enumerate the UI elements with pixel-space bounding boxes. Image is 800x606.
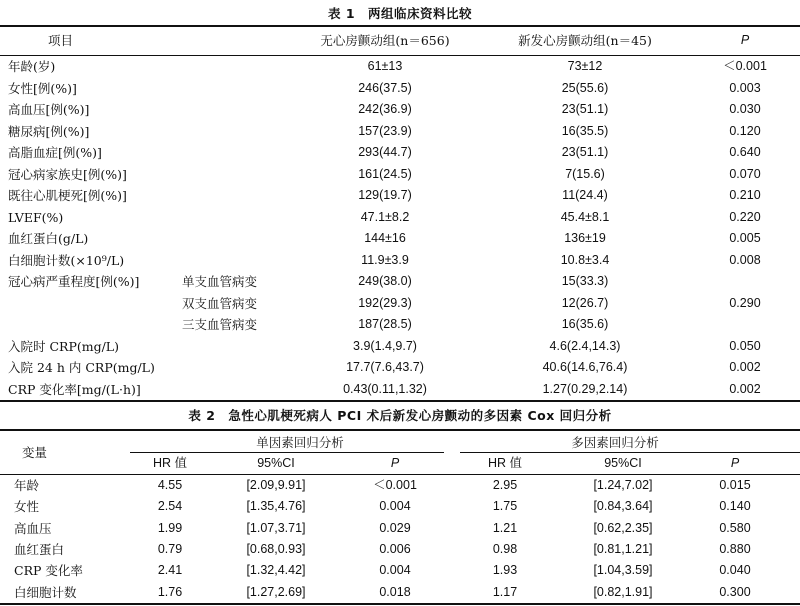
table2-row-label: 年龄: [14, 478, 40, 493]
table1-row-label: 女性[例(%)]: [8, 80, 77, 96]
table1-row-label: LVEF(%): [8, 209, 64, 225]
table1-header-group-a: 无心房颤动组(n＝656): [320, 33, 450, 48]
table2-multi-hr: 0.98: [492, 541, 518, 556]
table2-subheader-hr1: HR 值: [152, 456, 188, 470]
table2-subheader-ci2: 95%CI: [604, 456, 642, 470]
table1-p-value: 0.003: [729, 80, 761, 95]
table1-row-label: 白细胞计数(×10⁹/L): [8, 252, 125, 268]
table2-subheader-hr2: HR 值: [487, 456, 523, 470]
table2-multi-hr: 1.17: [492, 584, 518, 599]
table1-caption: 表 1 两组临床资料比较: [327, 6, 473, 21]
table2-uni-p: 0.004: [379, 563, 411, 578]
table1-group-a-value: 47.1±8.2: [360, 209, 410, 224]
table2-bottom-rule: [0, 603, 800, 605]
table2-subheader-p2: P: [730, 456, 740, 470]
table2-multi-ci: [0.84,3.64]: [593, 499, 653, 514]
table2-uni-hr: 2.54: [157, 499, 183, 514]
table1-group-b-value: 23(51.1): [561, 102, 609, 116]
table1-group-b-value: 23(51.1): [561, 145, 609, 159]
table2-multi-ci: [1.04,3.59]: [593, 563, 653, 578]
table2-uni-ci: [1.32,4.42]: [246, 563, 306, 578]
table1-group-a-value: 17.7(7.6,43.7): [346, 360, 424, 374]
table1-p-value: 0.050: [729, 338, 761, 353]
table1-row-label: 年龄(岁): [8, 59, 56, 74]
table1-group-a-value: 0.43(0.11,1.32): [343, 381, 427, 396]
table2-multi-p: 0.580: [719, 520, 751, 535]
table1-header-p: P: [740, 33, 750, 47]
table1-p-value: 0.002: [729, 381, 761, 396]
table1-group-a-value: 161(24.5): [358, 166, 412, 181]
table1-group-b-value: 7(15.6): [565, 166, 605, 181]
table2-uni-hr: 2.41: [157, 563, 183, 578]
table2-multi-ci: [0.82,1.91]: [593, 584, 653, 599]
table2-uni-p: 0.029: [379, 520, 411, 535]
table2-row-label: CRP 变化率: [14, 563, 83, 579]
table1-row-label: 冠心病家族史[例(%)]: [8, 166, 127, 182]
table1-group-b-value: 15(33.3): [561, 274, 609, 288]
table2-uni-hr: 1.99: [157, 520, 183, 535]
table1-group-b-value: 4.6(2.4,14.3): [549, 338, 621, 353]
table2-multi-p: 0.040: [719, 563, 751, 578]
table1-p-value: 0.290: [729, 295, 761, 310]
table1-group-a-value: 249(38.0): [358, 274, 412, 288]
table2-multi-hr: 1.21: [492, 520, 518, 535]
table2-top-rule: [0, 429, 800, 431]
table1-row-label: 高血压[例(%)]: [8, 102, 90, 117]
table1-row-label: 入院 24 h 内 CRP(mg/L): [8, 360, 155, 375]
table1-row-sublabel: 单支血管病变: [182, 274, 258, 289]
table2-uni-hr: 1.76: [157, 584, 183, 599]
table2-multi-ci: [0.62,2.35]: [593, 520, 653, 535]
table1-bottom-rule: [0, 400, 800, 402]
table1-row-label: 既往心肌梗死[例(%)]: [8, 188, 127, 203]
table1-p-value: 0.002: [729, 360, 761, 374]
table2-subheader-ci1: 95%CI: [257, 456, 295, 470]
table1-group-a-value: 61±13: [367, 59, 403, 73]
table1-group-b-value: 12(26.7): [561, 295, 609, 310]
table1-group-a-value: 11.9±3.9: [361, 252, 409, 267]
table2-uni-ci: [0.68,0.93]: [246, 541, 306, 556]
table2-uni-ci: [1.27,2.69]: [246, 584, 306, 599]
table1-row-label: 糖尿病[例(%)]: [8, 123, 90, 139]
table1-row-label: 血红蛋白(g/L): [8, 231, 89, 246]
table1-row-label: 高脂血症[例(%)]: [8, 145, 102, 160]
table2-header-variable: 变量: [22, 445, 48, 460]
table2-multi-p: 0.015: [719, 478, 751, 492]
table1-p-value: 0.070: [729, 166, 761, 181]
table1-group-a-value: 246(37.5): [358, 80, 412, 95]
table1-header-group-b: 新发心房颤动组(n＝45): [518, 33, 652, 48]
table1-p-value: 0.030: [729, 102, 761, 116]
table2-uni-ci: [1.07,3.71]: [246, 520, 306, 535]
table1-p-value: 0.005: [729, 231, 761, 245]
table2-uni-p: 0.006: [379, 541, 411, 556]
table1-group-b-value: 16(35.6): [561, 317, 609, 331]
table1-p-value: 0.008: [729, 252, 761, 267]
table2-subheader-p1: P: [390, 456, 400, 470]
table2-multi-hr: 2.95: [492, 478, 518, 492]
table1-p-value: 0.640: [729, 145, 761, 159]
table1-group-b-value: 11(24.4): [562, 188, 608, 202]
table2-multi-p: 0.140: [719, 499, 751, 514]
table2-header-univariate: 单因素回归分析: [256, 435, 344, 450]
table2-multi-ci: [1.24,7.02]: [593, 478, 653, 492]
table1-row-sublabel: 三支血管病变: [182, 317, 258, 332]
table1-row-label: 冠心病严重程度[例(%)]: [8, 274, 140, 289]
table2-row-label: 女性: [14, 499, 40, 515]
table1-group-b-value: 16(35.5): [561, 123, 609, 138]
table2-row-label: 血红蛋白: [14, 541, 65, 557]
table1-row-label: CRP 变化率[mg/(L·h)]: [8, 381, 141, 397]
table1-group-b-value: 40.6(14.6,76.4): [542, 360, 628, 374]
table2-uni-hr: 4.55: [157, 478, 183, 492]
table2-uni-ci: [2.09,9.91]: [246, 478, 306, 492]
table1-group-a-value: 187(28.5): [358, 317, 412, 331]
table2-uni-ci: [1.35,4.76]: [246, 499, 306, 514]
table2-multi-p: 0.300: [719, 584, 751, 599]
table1-row-sublabel: 双支血管病变: [182, 295, 258, 311]
table2-caption: 表 2 急性心肌梗死病人 PCI 术后新发心房颤动的多因素 Cox 回归分析: [188, 408, 612, 423]
table1-group-a-value: 293(44.7): [358, 145, 412, 159]
table1-group-b-value: 45.4±8.1: [560, 209, 610, 224]
table1-group-b-value: 10.8±3.4: [560, 252, 610, 267]
table1-p-value: ＜0.001: [723, 59, 767, 73]
table2-row-label: 高血压: [14, 520, 52, 536]
table1-group-b-value: 25(55.6): [561, 80, 609, 95]
table1-group-a-value: 3.9(1.4,9.7): [353, 338, 417, 353]
table1-row-label: 入院时 CRP(mg/L): [8, 338, 119, 354]
table2-multi-ci: [0.81,1.21]: [593, 541, 653, 556]
table2-uni-p: ＜0.001: [373, 478, 417, 492]
table1-p-value: 0.220: [729, 209, 761, 224]
table2-multi-hr: 1.93: [492, 563, 518, 578]
table1-group-b-value: 1.27(0.29,2.14): [542, 381, 628, 396]
table1-group-a-value: 192(29.3): [358, 295, 412, 310]
table2-uni-hr: 0.79: [157, 541, 183, 556]
table2-multi-p: 0.880: [719, 541, 751, 556]
table1-group-a-value: 129(19.7): [358, 188, 412, 202]
table1-group-a-value: 157(23.9): [358, 123, 412, 138]
table2-uni-p: 0.018: [379, 584, 411, 599]
table1-p-value: 0.120: [729, 123, 761, 138]
table1-group-b-value: 136±19: [564, 231, 606, 245]
table2-row-label: 白细胞计数: [14, 584, 77, 600]
table1-group-a-value: 242(36.9): [358, 102, 412, 116]
table1-group-b-value: 73±12: [567, 59, 603, 73]
table2-header-multivariate: 多因素回归分析: [571, 435, 659, 450]
table1-header-item: 项目: [48, 33, 74, 48]
table1-group-a-value: 144±16: [364, 231, 406, 245]
table1-top-rule: [0, 25, 800, 27]
table2-multi-hr: 1.75: [492, 499, 518, 514]
table1-p-value: 0.210: [729, 188, 761, 202]
table2-uni-p: 0.004: [379, 499, 411, 514]
